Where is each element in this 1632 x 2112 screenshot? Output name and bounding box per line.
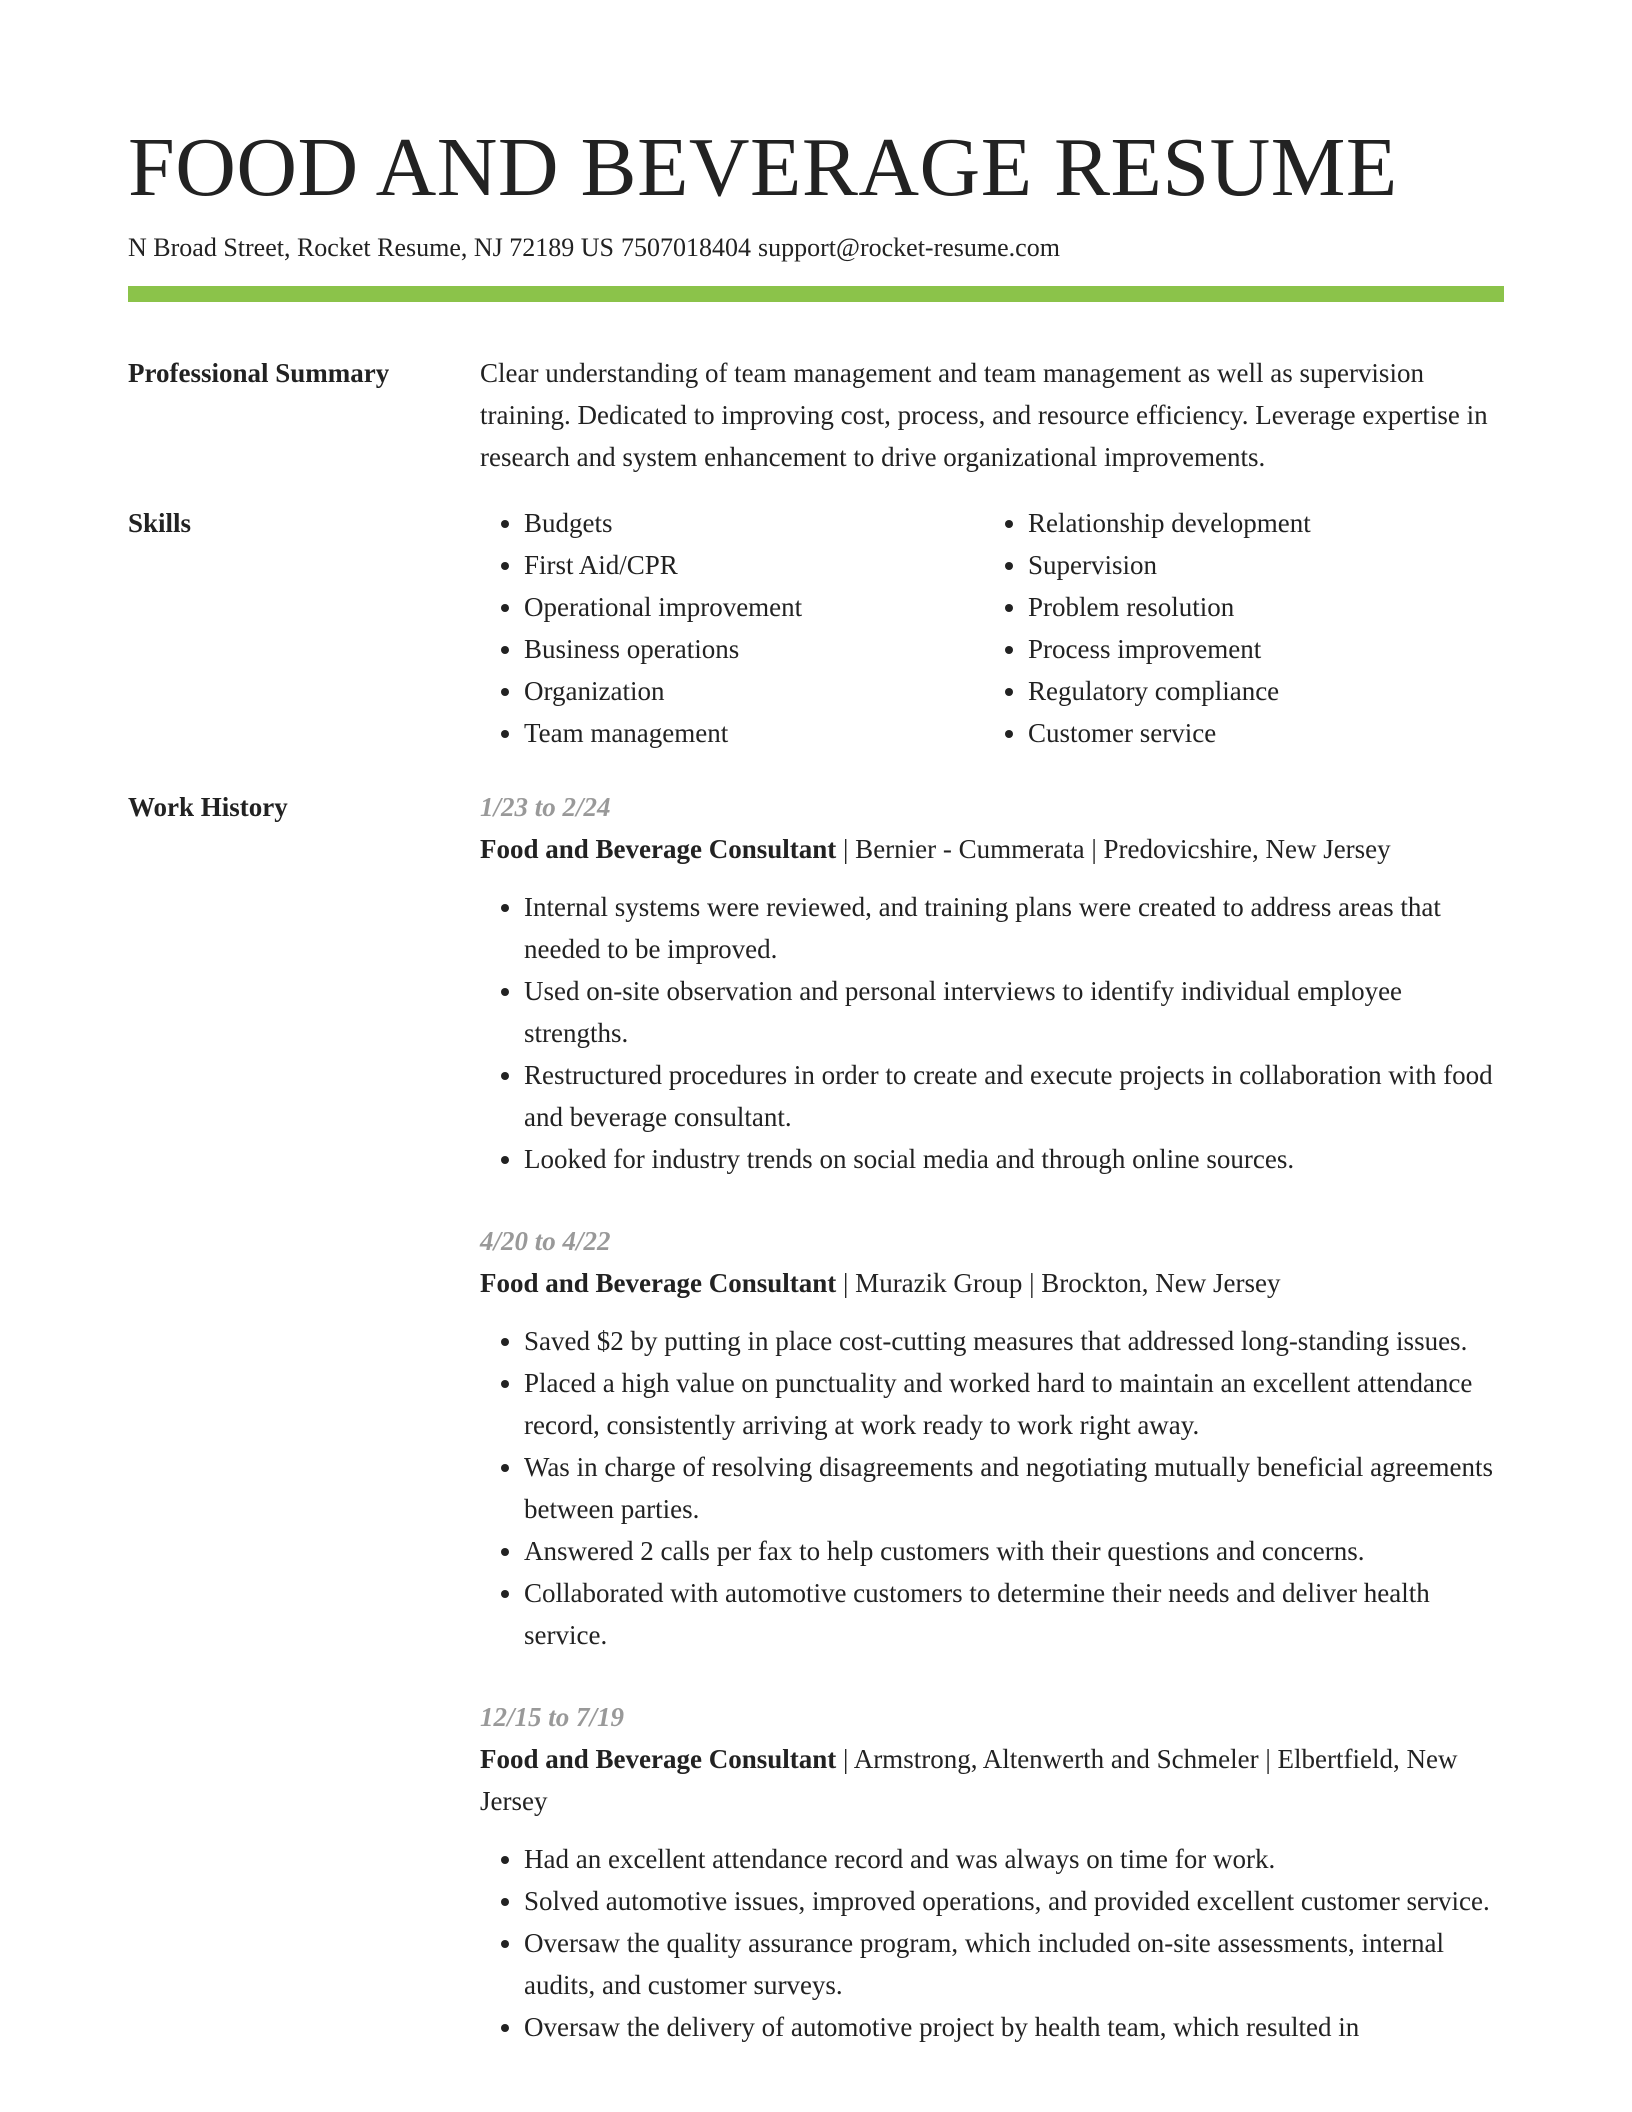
skill-item: • Problem resolution (1028, 586, 1488, 628)
summary-label: Professional Summary (128, 358, 390, 388)
skill-item: • Business operations (524, 628, 984, 670)
job-bullets (480, 1320, 1504, 1656)
summary-text: Clear understanding of team management and team management as well as supervision training. Dedicated to improving cost, process, and resource efficiency. Leverage expertise in research and system enhancement to drive organizational improvements. (480, 358, 1488, 472)
skill-item: • Regulatory compliance (1028, 670, 1488, 712)
job-bullets (480, 886, 1504, 1180)
skills-section (128, 502, 1504, 754)
job-bullet: • Looked for industry trends on social media and through online sources. (524, 1138, 1504, 1180)
job-title: Food and Beverage Consultant (480, 1744, 837, 1774)
job-heading (480, 828, 1504, 870)
skill-item: • Budgets (524, 502, 984, 544)
skill-item: • Organization (524, 670, 984, 712)
job-details: | Murazik Group | Brockton, New Jersey (836, 1268, 1281, 1298)
skills-list-left (480, 502, 984, 754)
contact-phone: 7507018404 (621, 233, 752, 262)
skill-item: • Process improvement (1028, 628, 1488, 670)
job-heading (480, 1738, 1504, 1822)
skill-item: • Supervision (1028, 544, 1488, 586)
job-entry (480, 1220, 1504, 1656)
summary-section (128, 352, 1504, 478)
skill-item: • Team management (524, 712, 984, 754)
contact-email: support@rocket-resume.com (758, 233, 1060, 262)
skill-item: • Customer service (1028, 712, 1488, 754)
job-dates: 12/15 to 7/19 (480, 1702, 625, 1732)
job-bullet: • Oversaw the delivery of automotive project by health team, which resulted in (524, 2006, 1504, 2048)
skills-label: Skills (128, 508, 192, 538)
job-entry (480, 786, 1504, 1180)
contact-line (128, 230, 1504, 266)
job-bullet: • Placed a high value on punctuality and worked hard to maintain an excellent attendance record, consistently arriving at work ready to work right away. (524, 1362, 1504, 1446)
skills-list-right (984, 502, 1488, 754)
header-divider (128, 286, 1504, 302)
work-label: Work History (128, 792, 288, 822)
job-bullet: • Had an excellent attendance record and was always on time for work. (524, 1838, 1504, 1880)
job-dates: 4/20 to 4/22 (480, 1226, 611, 1256)
job-bullet: • Used on-site observation and personal interviews to identify individual employee strengths. (524, 970, 1504, 1054)
job-heading (480, 1262, 1504, 1304)
job-dates: 1/23 to 2/24 (480, 792, 611, 822)
resume-title: FOOD AND BEVERAGE RESUME (128, 121, 1398, 214)
job-title: Food and Beverage Consultant (480, 1268, 837, 1298)
job-bullet: • Answered 2 calls per fax to help customers with their questions and concerns. (524, 1530, 1504, 1572)
job-bullets (480, 1838, 1504, 2048)
work-section (128, 786, 1504, 2088)
job-details: | Armstrong, Altenwerth and Schmeler | Elbertfield, New Jersey (480, 1744, 1458, 1816)
job-entry (480, 1696, 1504, 2048)
job-title: Food and Beverage Consultant (480, 834, 837, 864)
contact-address: N Broad Street, Rocket Resume, NJ 72189 US (128, 233, 615, 262)
job-bullet: • Restructured procedures in order to create and execute projects in collaboration with food and beverage consultant. (524, 1054, 1504, 1138)
skill-item: • First Aid/CPR (524, 544, 984, 586)
job-bullet: • Collaborated with automotive customers to determine their needs and deliver health service. (524, 1572, 1504, 1656)
skill-item: • Operational improvement (524, 586, 984, 628)
job-bullet: • Internal systems were reviewed, and training plans were created to address areas that needed to be improved. (524, 886, 1504, 970)
job-bullet: • Saved $2 by putting in place cost-cutting measures that addressed long-standing issues. (524, 1320, 1504, 1362)
skill-item: • Relationship development (1028, 502, 1488, 544)
job-bullet: • Solved automotive issues, improved operations, and provided excellent customer service. (524, 1880, 1504, 1922)
job-bullet: • Oversaw the quality assurance program, which included on-site assessments, internal audits, and customer surveys. (524, 1922, 1504, 2006)
job-bullet: • Was in charge of resolving disagreements and negotiating mutually beneficial agreements between parties. (524, 1446, 1504, 1530)
job-details: | Bernier - Cummerata | Predovicshire, New Jersey (836, 834, 1391, 864)
